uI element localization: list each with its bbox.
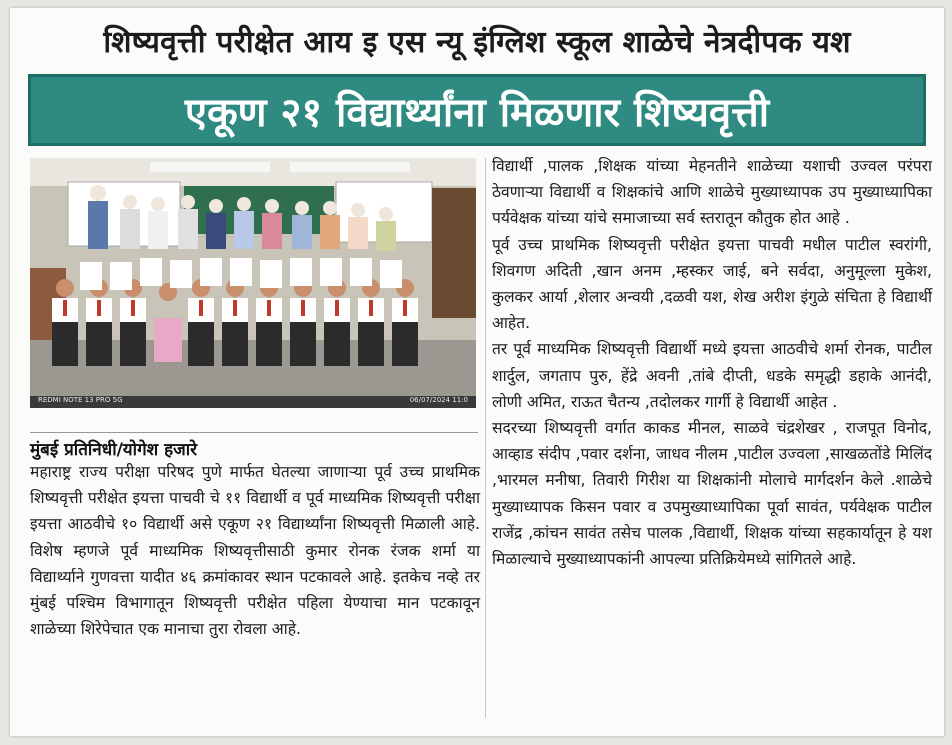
article-paragraph: सदरच्या शिष्यवृत्ती वर्गात काकड मीनल, साळवे चंद्रशेखर , राजपूत विनोद, आव्हाड संदीप ,पवार दर्शना, जाधव नीलम ,पाटील उज्वला ,साखळतोंडे मिलिंद ,भारमल मनीषा, तिवारी गिरीश या शिक्षकांनी मोलाचे मार्गदर्शन केले .शाळेचे मुख्याध्यापक किसन पवार व उपमुख्याध्यापिका पूर्वा सावंत, पर्यवेक्षक पाटील राजेंद्र ,कांचन सावंत तसेच पालक ,विद्यार्थी, शिक्षक यांच्या सहकार्यातून हे यश मिळाल्याचे मुख्याध्यापकांनी आपल्या प्रतिक्रियेमध्ये सांगितले आहे. xyxy=(492,419,932,569)
photo-timestamp: 06/07/2024 11:0 xyxy=(409,396,468,404)
byline: मुंबई प्रतिनिधी/योगेश हजारे xyxy=(30,440,198,460)
newspaper-clipping xyxy=(10,8,944,736)
photo-camera-watermark: REDMI NOTE 13 PRO 5G xyxy=(38,396,123,404)
article-left-column xyxy=(30,459,480,642)
article-paragraph: विद्यार्थी ,पालक ,शिक्षक यांच्या मेहनतीने शाळेच्या यशाची उज्वल परंपरा ठेवणाऱ्या विद्यार्थी व शिक्षकांचे आणि शाळेचे मुख्याध्यापक उप मुख्याध्यापिका पर्यवेक्षक यांच्या यांचे समाजाच्या सर्व स्तरातून कौतुक होत आहे . xyxy=(492,157,932,228)
headline: शिष्यवृत्ती परीक्षेत आय इ एस न्यू इंग्लिश स्कूल शाळेचे नेत्रदीपक यश xyxy=(103,25,851,60)
article-paragraph: महाराष्ट्र राज्य परीक्षा परिषद पुणे मार्फत घेतल्या जाणाऱ्या पूर्व उच्च प्राथमिक शिष्यवृत्ती परीक्षेत इयत्ता पाचवी चे ११ विद्यार्थी व पूर्व माध्यमिक शिष्यवृत्ती परीक्षा इयत्ता आठवीचे १० विद्यार्थी असे एकूण २१ विद्यार्थ्यांना शिष्यवृत्ती मिळाली आहे. विशेष म्हणजे पूर्व माध्यमिक शिष्यवृत्तीसाठी कुमार रोनक रंजक शर्मा या विद्यार्थ्याने गुणवत्ता यादीत ४६ क्रमांकावर स्थान पटकावले आहे. इतकेच नव्हे तर मुंबई पश्चिम विभागातून शिष्यवृत्ती परीक्षेत पहिला येण्याचा मान पटकावून शाळेच्या शिरेपेचात एक मानाचा तुरा रोवला आहे. xyxy=(30,463,480,639)
group-photo-illustration xyxy=(30,158,476,408)
article-paragraph: तर पूर्व माध्यमिक शिष्यवृत्ती विद्यार्थी मध्ये इयत्ता आठवीचे शर्मा रोनक, पाटील शार्दुल, जगताप पुरु, हेंद्रे अवनी ,तांबे दीप्ती, धडके समृद्धी डहाके आनंदी, लोणी अमित, राऊत चैतन्य ,तदोलकर गार्गी हे विद्यार्थी आहेत . xyxy=(492,340,932,411)
article-paragraph: पूर्व उच्च प्राथमिक शिष्यवृत्ती परीक्षेत इयत्ता पाचवी मधील पाटील स्वरांगी, शिवगण अदिती ,खान अनम ,म्हस्कर जाई, बने सर्वदा, अनुमूल्ला मुकेश, कुलकर आर्या ,शेलार अन्वयी ,दळवी यश, शेख अरीश इंगुळे संचिता हे विद्यार्थी आहेत. xyxy=(492,235,932,333)
group-photo xyxy=(30,158,476,408)
divider-line xyxy=(30,432,478,433)
banner-subheadline: एकूण २१ विद्यार्थ्यांना मिळणार शिष्यवृत्ती xyxy=(28,74,926,146)
column-divider xyxy=(485,158,486,718)
article-right-column xyxy=(492,153,932,572)
